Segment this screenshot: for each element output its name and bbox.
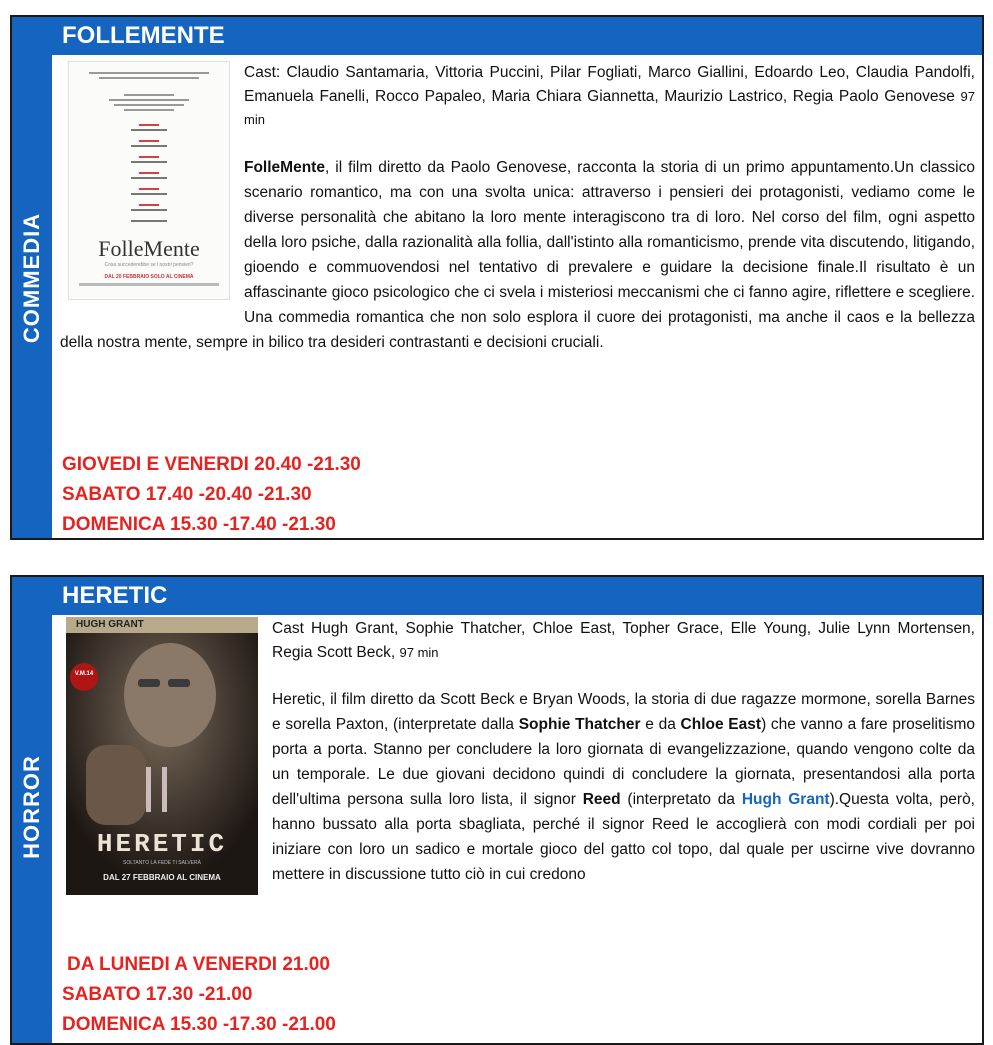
movie-text bbox=[60, 617, 975, 895]
poster-space bbox=[60, 617, 272, 895]
schedule-line: DA LUNEDI A VENERDI 21.00 bbox=[67, 954, 330, 975]
category-label: COMMEDIA bbox=[19, 212, 44, 343]
movie-cast: Cast: Claudio Santamaria, Vittoria Puccini, Pilar Fogliati, Marco Giallini, Edoardo Leo, Claudia Pandolfi, Emanuela Fanelli, Rocco Papaleo, Maria Chiara Giannetta, Maurizio Lastrico, Regia Paolo Genovese 97 min bbox=[244, 64, 975, 127]
schedule bbox=[62, 950, 336, 1040]
movie-title-bar bbox=[52, 577, 982, 615]
category-bar bbox=[12, 17, 52, 538]
poster-tagline: SOLTANTO LA FEDE TI SALVERÀ bbox=[123, 860, 201, 866]
category-label: HORROR bbox=[19, 755, 44, 859]
movie-title: FOLLEMENTE bbox=[62, 22, 225, 49]
poster-rating: V.M.14 bbox=[74, 671, 94, 677]
runtime: 97 min bbox=[244, 88, 975, 127]
poster-actor: HUGH GRANT bbox=[76, 619, 144, 630]
movie-text bbox=[60, 61, 975, 355]
movie-title-bar bbox=[52, 17, 982, 55]
poster-date: DAL 20 FEBBRAIO SOLO AL CINEMA bbox=[104, 274, 194, 280]
schedule-line: GIOVEDI E VENERDI 20.40 -21.30 bbox=[62, 454, 361, 475]
schedule-line: SABATO 17.40 -20.40 -21.30 bbox=[62, 484, 312, 505]
poster-title: HERETIC bbox=[96, 829, 228, 859]
poster-title: FolleMente bbox=[98, 236, 200, 261]
poster-date: DAL 27 FEBBRAIO AL CINEMA bbox=[103, 873, 221, 882]
schedule-line: SABATO 17.30 -21.00 bbox=[62, 984, 253, 1005]
movie-cast: Cast Hugh Grant, Sophie Thatcher, Chloe East, Topher Grace, Elle Young, Julie Lynn Mortensen, Regia Scott Beck, 97 min bbox=[272, 620, 975, 661]
schedule-line: DOMENICA 15.30 -17.40 -21.30 bbox=[62, 514, 336, 535]
schedule-line: DOMENICA 15.30 -17.30 -21.00 bbox=[62, 1014, 336, 1035]
movie-description: Heretic, il film diretto da Scott Beck e Bryan Woods, la storia di due ragazze mormone, sorella Barnes e sorella Paxton, (interpretate dalla Sophie Thatcher e da Chloe East) che vanno a fare proselitismo porta a porta. Stanno per concludere la loro giornata di evangelizzazione, quando vengono colte da un temporale. Le due giovani decidono quindi di concludere la giornata, presentandosi alla porta dell'ultima persona sulla loro lista, il signor Reed (interpretato da Hugh Grant).Questa volta, però, hanno bussato alla porta sbagliata, perché il signor Reed le accoglierà con modi cordiali per poi iniziare con loro un sadico e mortale gioco del gatto col topo, dal quale per uscirne vive dovranno mettere in discussione tutto ciò in cui credono bbox=[272, 691, 976, 883]
movie-description: FolleMente, il film diretto da Paolo Genovese, racconta la storia di un primo appuntamento.Un classico scenario romantico, ma con una svolta unica: attraverso i pensieri dei protagonisti, vediamo come le diverse personalità che abitano la loro mente interagiscono tra di loro. Nel corso del film, ogni aspetto della loro psiche, dalla razionalità alla follia, dall'istinto alla romanticismo, prende vita discutendo, litigando, gioendo e commuovendosi nel tentativo di prevalere e guidare la decisione finale.Il risultato è un affascinante gioco psicologico che ci svela i misteriosi meccanismi che ci fanno agire, riflettere e scegliere. Una commedia romantica che non solo esplora il cuore dei protagonisti, ma anche il caos e la bellezza della nostra mente, sempre in bilico tra desideri contrastanti e decisioni cruciali. bbox=[60, 158, 975, 351]
schedule bbox=[62, 450, 361, 540]
movie-title: HERETIC bbox=[62, 582, 168, 609]
poster-tagline: Cosa succederebbe se i nostri pensieri? bbox=[104, 262, 194, 268]
runtime: 97 min bbox=[399, 644, 439, 660]
poster-space bbox=[60, 61, 244, 315]
movie-card-heretic bbox=[10, 575, 984, 1045]
category-bar bbox=[12, 577, 52, 1043]
movie-card-follemente bbox=[10, 15, 984, 540]
